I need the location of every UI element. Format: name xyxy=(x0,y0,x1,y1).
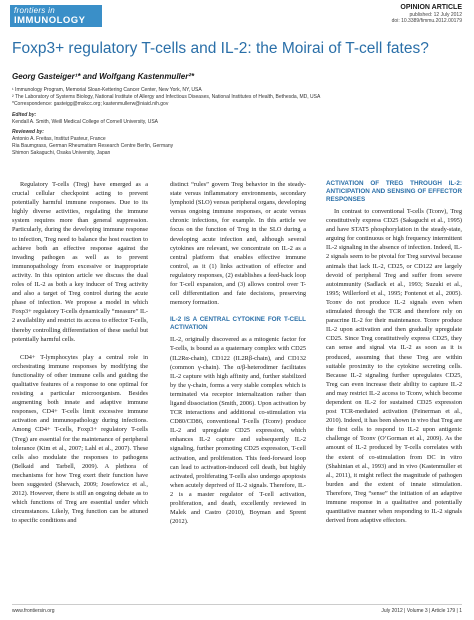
abstract-paragraph: Regulatory T-cells (Treg) have emerged as a crucial cellular checkpoint acting to prevent potentially harmful immune responses. Due to its highly diverse activities, regulating the immune system requires more than general suppression. Particularly, during the developing immune response to infection, Treg need to balance the host reaction to achieve both an effective response against the invading pathogen as well as to prevent immunopathology from excessive or inappropriate activity. In this opinion article we discuss the dual roles of IL-2 as both a key inducer of Treg activity and also a target of Treg control during the acute phase of infection. We propose a model in which Foxp3+ regulatory T-cells dynamically “measure” IL-2 availability and restrict its access to effector T-cells, thereby controlling differentiation of these useful but potentially harmful cells. xyxy=(12,181,148,343)
authors: Georg Gasteiger¹* and Wolfgang Kastenmuller²* xyxy=(12,72,195,81)
body-column-3 xyxy=(326,180,462,525)
article-citation: July 2012 | Volume 3 | Article 179 | 1 xyxy=(381,608,462,614)
section-heading: ACTIVATION OF TREG THROUGH IL-2: ANTICIPATION AND SENSING OF EFFECTOR RESPONSES xyxy=(326,180,462,203)
published-date: published: 12 July 2012 xyxy=(409,12,462,18)
journal-url[interactable]: www.frontiersin.org xyxy=(12,608,55,614)
reviewer-3: Shimon Sakaguchi, Osaka University, Japan xyxy=(12,150,111,156)
publication-info xyxy=(392,12,462,24)
reviewed-by-label: Reviewed by: xyxy=(12,129,44,135)
editor: Kendall A. Smith, Weill Medical College of Cornell University, USA xyxy=(12,119,158,125)
journal-logo-line2: IMMUNOLOGY xyxy=(14,15,86,26)
reviewer-2: Ria Baumgrass, German Rheumatism Research Centre Berlin, Germany xyxy=(12,143,174,149)
article-title: Foxp3+ regulatory T-cells and IL-2: the Moirai of T-cell fates? xyxy=(12,40,429,57)
page-footer xyxy=(12,608,462,614)
journal-logo xyxy=(10,5,102,27)
section-heading: IL-2 IS A CENTRAL CYTOKINE FOR T-CELL ACTIVATION xyxy=(170,316,306,332)
body-paragraph: In contrast to conventional T-cells (Tconv), Treg constitutively express CD25 (Sakaguchi et al., 1995) and have STAT5 phosphorylation in the steady-state, arguing for continuous or high frequency intermittent IL-2 signaling in the absence of infection. Indeed, IL-2 signals seem to be pivotal for Treg survival because animals that lack IL-2, CD25, or CD122 are largely devoid of peripheral Treg and suffer from severe autoimmunity (Sadlack et al., 1993; Suzuki et al., 1995; Willerford et al., 1995; Fontenot et al., 2005). Tconv do not produce IL-2 signals even when stimulated through the TCR and therefore rely on paracrine IL-2 for their maintenance. Tconv produce IL-2 upon activation and then gradually upregulate CD25. Since Treg constitutively express CD25, they can sense and signal via IL-2 as soon as it is produced, assuming that these Treg are within suitable proximity to the cytokine secreting cells. Because IL-2 signaling further upregulates CD25, Treg can even increase their ability to capture IL-2 and may restrict IL-2 access to Tconv, which become dependent on IL-2 for sustained CD25 expression post TCR-mediated activation (Feinerman et al., 2010). Indeed, it has been shown in vivo that Treg are the first cells to respond to IL-2 upon antigenic challenge of Tconv (O’Gorman et al., 2009). As the amount of IL-2 produced by T-cells correlates with the extent of co-stimulation from DC in vitro (Shahinian et al., 1993) and in vivo (Kastenmuller et al., 2011), it might reflect the magnitude of pathogen burden and the extent of innate stimulation. Therefore, Treg “sense” the initiation of an adaptive immune response in a qualitative and potentially quantitative manner when responding to IL-2 signals derived from adaptive effectors. xyxy=(326,208,462,525)
correspondence: *Correspondence: gasteigg@mskcc.org; kastenmullerw@niaid.nih.gov xyxy=(12,101,169,107)
body-column-1 xyxy=(12,180,148,525)
body-paragraph: CD4+ T-lymphocytes play a central role in orchestrating immune responses by modifying the functionality of other immune cells and guiding the qualitative features of a response to one optimal for resisting a particular microorganism. Besides augmenting both innate and adaptive immune responses, CD4+ T-cells limit excessive immune activation and immunopathology during infections. Among CD4+ T-cells, Foxp3+ regulatory T-cells (Treg) are essential for the maintenance of peripheral tolerance (Kim et al., 2007; Lahl et al., 2007). These cells also modulate the responses to pathogens (Belkaid and Tarbell, 2009). A plethora of mechanisms for how Treg exert their function have been suggested (Shevach, 2009; Josefowicz et al., 2012). However, there is still an ongoing debate as to which functions of Treg are essential under which circumstances. Likely, Treg function can be attuned to specific conditions and xyxy=(12,353,148,525)
article-type: OPINION ARTICLE xyxy=(400,4,462,11)
journal-logo-line1: frontiers in xyxy=(14,6,55,15)
affiliation-1: ¹ Immunology Program, Memorial Sloan-Kettering Cancer Center, New York, NY, USA xyxy=(12,87,202,93)
footer-divider xyxy=(12,604,462,605)
edited-by-label: Edited by: xyxy=(12,112,37,118)
body-paragraph: IL-2, originally discovered as a mitogenic factor for T-cells, is bound as a quaternary complex with CD25 (IL2Rα-chain), CD122 (IL2Rβ-chain), and CD132 (common γ-chain). The α/β-heterodimer facilitates IL-2 capture with high affinity and, further stabilized by the γ-chain, forms a very stable complex which is terminated via receptor internalization rather than ligand dissociation (Smith, 2006). Upon activation by TCR interactions and additional co-stimulation via CD80/CD86, conventional T-cells (Tconv) produce IL-2 and upregulate CD25 expression, which enhances IL-2 capture and subsequently IL-2 signaling, further promoting CD25 expression, T-cell activation, and proliferation. This feed-forward loop can lead to activation-induced cell death, but highly activated, proliferating T-cells also undergo apoptosis when acutely deprived of IL-2 signals. Therefore, IL-2 is a master regulator of T-cell activation, proliferation, and death, excellently reviewed in Malek and Castro (2010), Boyman and Sprent (2012). xyxy=(170,336,306,526)
body-paragraph: distinct “rules” govern Treg behavior in the steady-state versus inflammatory environments, secondary lymphoid (SLO) versus peripheral organs, developing versus ongoing immune responses, or acute versus chronic infections, for example. In this article we focus on the function of Treg in the SLO during a developing acute infection and, although several cytokines are relevant, we concentrate on IL-2 as a central platform that enables effective immune control, as it (1) links activation of effector and regulatory responses, (2) establishes a feed-back loop for T-cell expansion, and (3) allows control over T-cell differentiation and fate decisions, preserving memory formation. xyxy=(170,181,306,307)
journal-header xyxy=(0,0,474,30)
body-column-2 xyxy=(170,180,306,526)
reviewer-1: Antonio A. Freitas, Institut Pasteur, France xyxy=(12,136,106,142)
doi: doi: 10.3389/fimmu.2012.00179 xyxy=(391,18,462,24)
affiliation-2: ² The Laboratory of Systems Biology, National Institute of Allergy and Infectious Diseases, National Institutes of Health, Bethesda, MD, USA xyxy=(12,94,321,100)
